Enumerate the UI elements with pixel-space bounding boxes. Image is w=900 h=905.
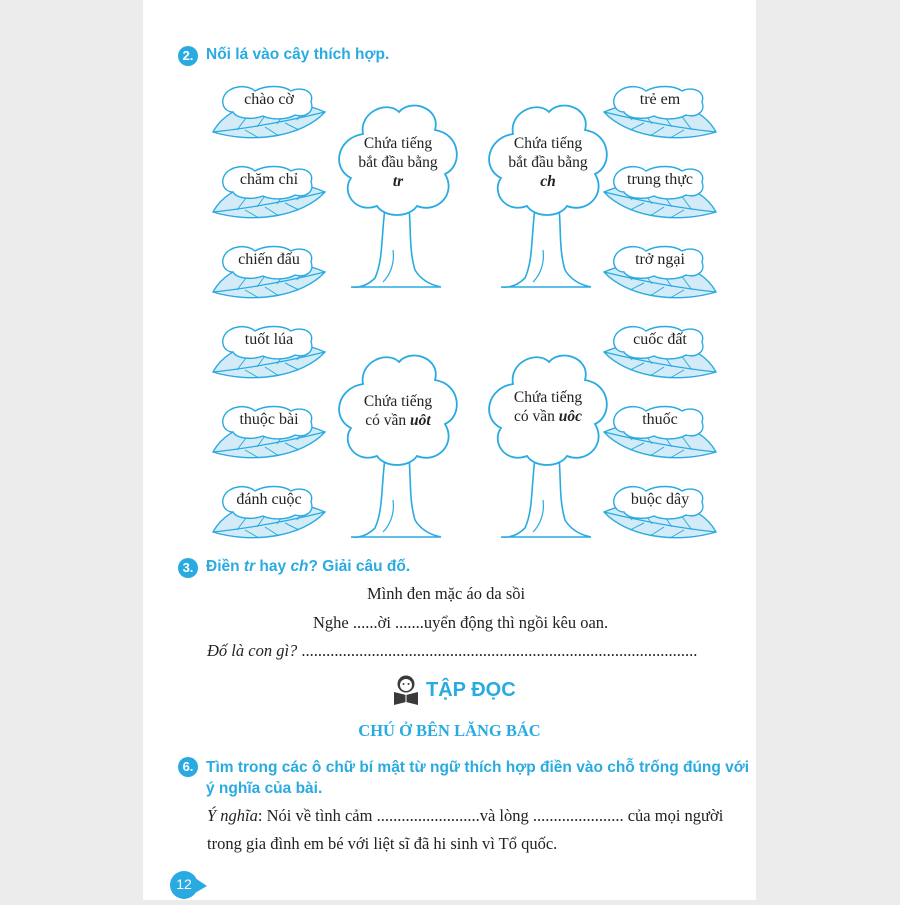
tree-label: Chứa tiếng có vần uôt	[363, 393, 433, 429]
leaf-label: trở ngại	[635, 251, 685, 268]
riddle-line-2[interactable]: Nghe ......ời .......uyển động thì ngồi kêu oan.	[313, 613, 609, 632]
exercise-2-number: 2.	[178, 46, 198, 66]
leaf-label: trung thực	[627, 171, 693, 188]
tree-label: Chứa tiếng bắt đầu bằng ch	[508, 135, 588, 190]
leaf-label: chăm chỉ	[239, 171, 299, 188]
workbook-page	[143, 0, 756, 900]
leaf-label: chiến đấu	[238, 251, 300, 268]
leaf-label: thuốc	[642, 411, 678, 428]
tree-ch[interactable]	[473, 100, 623, 300]
leaf-label: tuốt lúa	[244, 331, 294, 348]
exercise-2-title: Nối lá vào cây thích hợp.	[206, 46, 390, 63]
meaning-line-2: trong gia đình em bé với liệt sĩ đã hi sinh vì Tổ quốc.	[207, 834, 558, 853]
leaf-left-4[interactable]	[207, 322, 331, 384]
tree-uot[interactable]	[323, 350, 473, 550]
riddle-question[interactable]: Đố là con gì? ................................................................................................	[207, 641, 698, 660]
tree-label: Chứa tiếng có vần uôc	[513, 389, 583, 425]
tree-tr[interactable]	[323, 100, 473, 300]
page-number-badge	[167, 870, 207, 900]
reading-book-icon	[392, 674, 420, 706]
exercise-3-title: Điền tr hay ch? Giải câu đố.	[206, 558, 411, 575]
leaf-left-3[interactable]	[207, 242, 331, 304]
leaf-label: đánh cuộc	[236, 491, 302, 508]
leaf-left-6[interactable]	[207, 482, 331, 544]
leaf-label: cuốc đất	[633, 331, 687, 348]
leaf-left-1[interactable]	[207, 82, 331, 144]
leaf-left-2[interactable]	[207, 162, 331, 224]
lesson-title: CHÚ Ở BÊN LĂNG BÁC	[358, 721, 541, 740]
leaf-label: buộc dây	[630, 491, 690, 508]
meaning-line-1[interactable]: Ý nghĩa: Nói về tình cảm .........................và lòng ...................... của mọi người	[207, 806, 724, 825]
tree-uoc[interactable]	[473, 350, 623, 550]
page-number: 12	[176, 876, 192, 892]
exercise-6-title: Tìm trong các ô chữ bí mật từ ngữ thích hợp điền vào chỗ trống đúng với ý nghĩa của bài.	[206, 759, 750, 797]
exercise-6-number: 6.	[178, 757, 198, 777]
leaf-label: thuộc bài	[239, 411, 299, 428]
leaf-label: chào cờ	[244, 91, 294, 108]
section-title: TẬP ĐỌC	[426, 679, 516, 701]
riddle-line-1: Mình đen mặc áo da sồi	[367, 584, 526, 603]
exercise-3-number: 3.	[178, 558, 198, 578]
tree-label: Chứa tiếng bắt đầu bằng tr	[358, 135, 438, 190]
leaf-label: trẻ em	[639, 91, 681, 108]
leaf-left-5[interactable]	[207, 402, 331, 464]
